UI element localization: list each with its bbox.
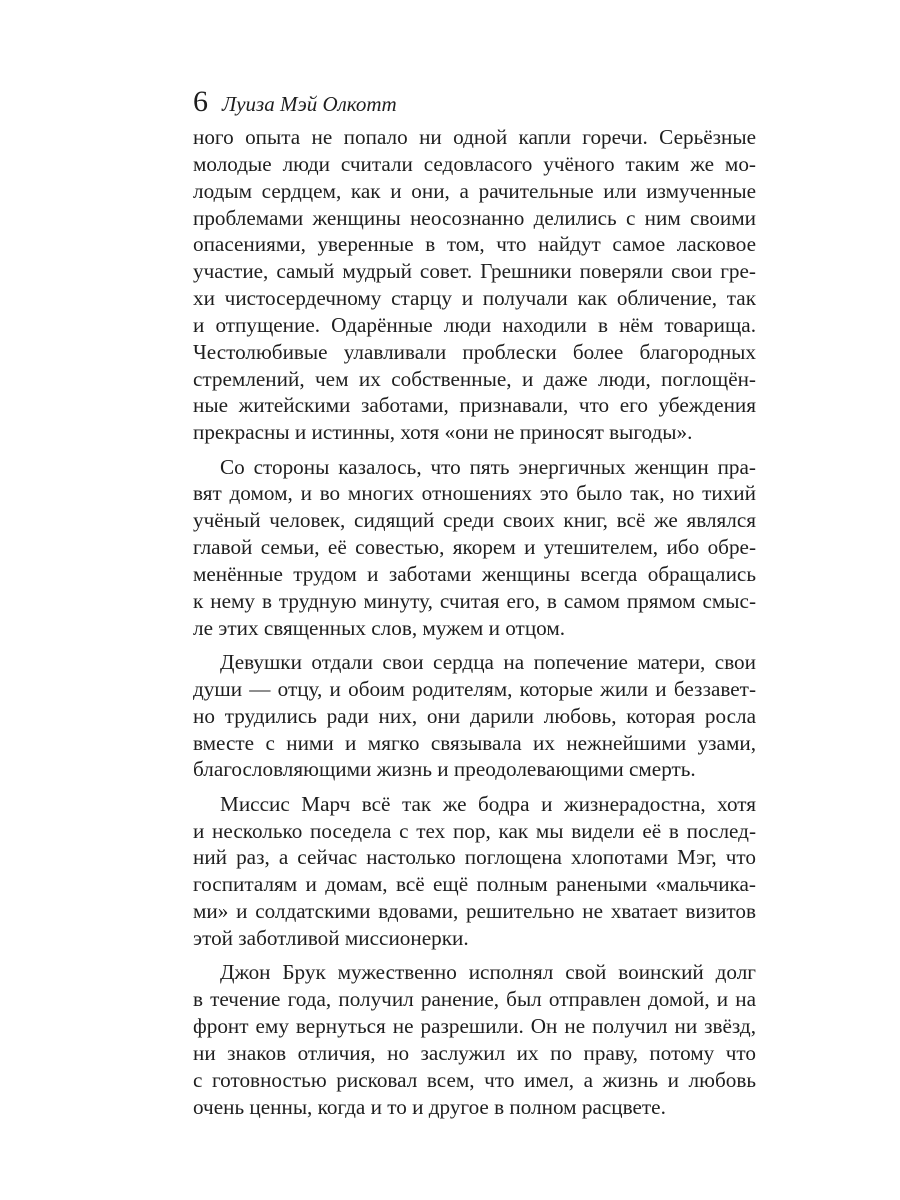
running-title-author: Луиза Мэй Олкотт: [222, 92, 397, 116]
paragraph: [193, 124, 756, 446]
body-text: [193, 124, 756, 1120]
text-line: ного опыта не попало ни одной капли горечи. Серьёзные: [193, 125, 756, 149]
text-line: ни знаков отличия, но заслужил их по праву, потому что: [193, 1040, 756, 1065]
text-line: Девушки отдали свои сердца на попечение матери, свои: [220, 650, 756, 675]
text-line: главой семьи, её совестью, якорем и утешителем, ибо обре-: [193, 535, 756, 560]
text-line: стремлений, чем их собственные, и даже люди, поглощён-: [193, 366, 756, 391]
text-line: менённые трудом и заботами женщины всегда обращались: [193, 562, 756, 586]
paragraph: [193, 959, 756, 1120]
text-line: фронт ему вернуться не разрешили. Он не получил ни звёзд,: [193, 1014, 756, 1038]
text-line: Со стороны казалось, что пять энергичных женщин пра-: [220, 454, 756, 479]
text-line: ний раз, а сейчас настолько поглощена хлопотами Мэг, что: [193, 845, 756, 870]
text-line: с готовностью рисковал всем, что имел, а жизнь и любовь: [193, 1067, 756, 1092]
text-line: ные житейскими заботами, признавали, что его убеждения: [193, 393, 756, 418]
text-line: очень ценны, когда и то и другое в полном расцвете.: [193, 1094, 666, 1119]
page-number: 6: [193, 85, 208, 118]
text-line: но трудились ради них, они дарили любовь, которая росла: [193, 703, 756, 728]
text-line: вят домом, и во многих отношениях это было так, но тихий: [193, 481, 756, 506]
text-line: проблемами женщины неосознанно делились с ним своими: [193, 205, 756, 230]
paragraph: [193, 791, 756, 952]
text-line: участие, самый мудрый совет. Грешники поверяли свои гре-: [193, 259, 756, 284]
text-line: и отпущение. Одарённые люди находили в нём товарища.: [193, 312, 756, 337]
paragraph: [193, 649, 756, 783]
text-line: вместе с ними и мягко связывала их нежнейшими узами,: [193, 730, 756, 755]
running-head: [193, 82, 753, 122]
text-line: хи чистосердечному старцу и получали как обличение, так: [193, 286, 756, 311]
text-line: лодым сердцем, как и они, а рачительные или измученные: [193, 178, 756, 203]
text-line: молодые люди считали седовласого учёного таким же мо-: [193, 151, 756, 176]
text-line: прекрасны и истинны, хотя «они не приносят выгоды».: [193, 420, 693, 445]
text-line: к нему в трудную минуту, считая его, в самом прямом смыс-: [193, 588, 756, 613]
text-line: в течение года, получил ранение, был отправлен домой, и на: [193, 987, 756, 1012]
text-line: госпиталям и домам, всё ещё полным ранеными «мальчика-: [193, 872, 756, 897]
text-line: и несколько поседела с тех пор, как мы видели её в послед-: [193, 818, 756, 843]
text-line: Честолюбивые улавливали проблески более благородных: [193, 339, 756, 364]
text-line: опасениями, уверенные в том, что найдут самое ласковое: [193, 232, 756, 257]
paragraph: [193, 454, 756, 642]
text-line: учёный человек, сидящий среди своих книг, всё же являлся: [193, 508, 756, 533]
text-line: ми» и солдатскими вдовами, решительно не хватает визитов: [193, 899, 756, 924]
text-line: ле этих священных слов, мужем и отцом.: [193, 615, 566, 640]
text-line: души — отцу, и обоим родителям, которые жили и беззавет-: [193, 676, 756, 701]
text-line: Джон Брук мужественно исполнял свой воинский долг: [220, 960, 756, 985]
text-line: этой заботливой миссионерки.: [193, 925, 469, 950]
text-line: Миссис Марч всё так же бодра и жизнерадостна, хотя: [220, 791, 756, 816]
text-line: благословляющими жизнь и преодолевающими смерть.: [193, 757, 696, 782]
